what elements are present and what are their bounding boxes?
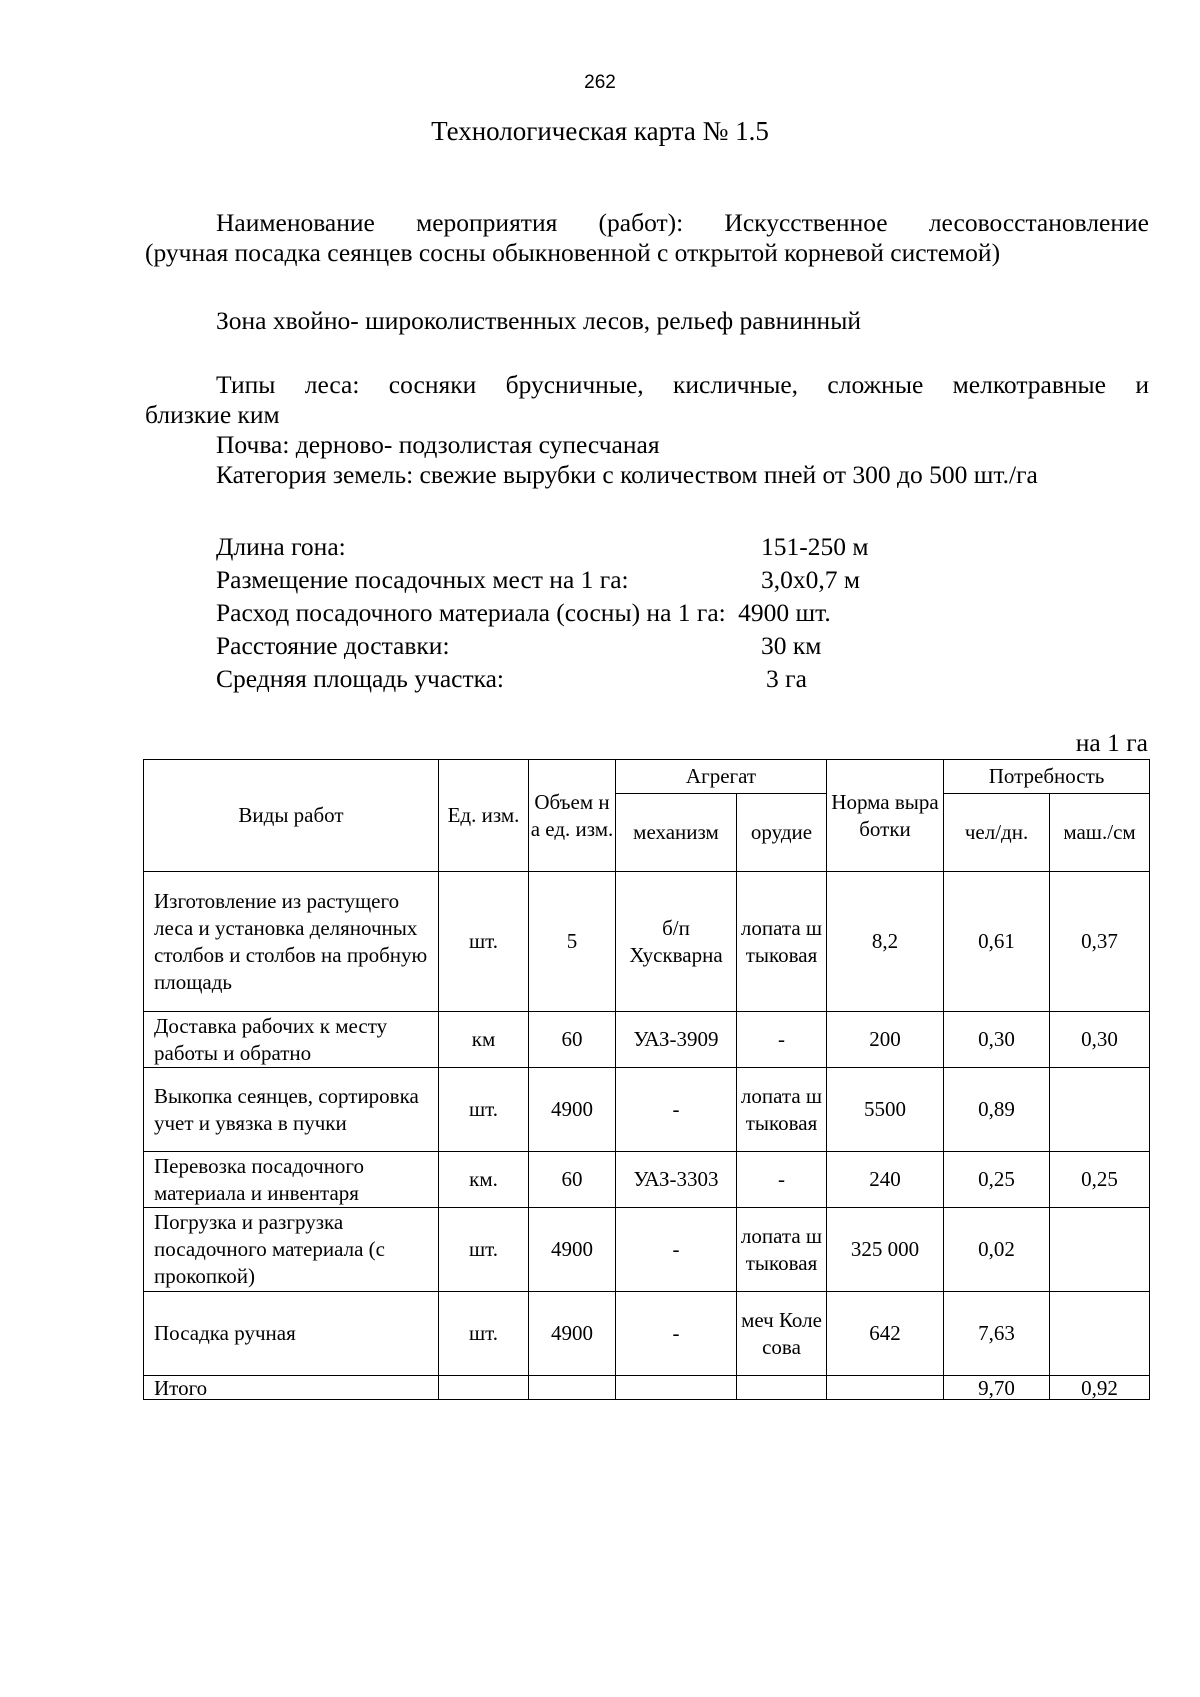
header-tool: орудие	[737, 794, 827, 872]
land-category-text: Категория земель: свежие вырубки с количеством пней от 300 до 500 шт./га	[216, 460, 1038, 489]
activity-line-1: Наименование мероприятия (работ): Искусственное лесовосстановление	[216, 208, 1149, 237]
cell-norm: 200	[827, 1012, 944, 1068]
cell-norm: 325 000	[827, 1208, 944, 1292]
table-row	[144, 1012, 1150, 1068]
cell-volume: 4900	[529, 1068, 616, 1152]
table-row	[144, 1068, 1150, 1152]
param-label: Средняя площадь участка:	[216, 664, 505, 693]
cell-tool: меч Колесова	[737, 1292, 827, 1376]
cell-unit: шт.	[439, 1208, 529, 1292]
header-aggregate: Агрегат	[616, 760, 827, 794]
header-norm: Норма выработки	[827, 760, 944, 872]
param-label: Размещение посадочных мест на 1 га:	[216, 565, 629, 594]
cell-unit: шт.	[439, 872, 529, 1012]
header-machine-shifts: маш./см	[1050, 794, 1150, 872]
cell-man-days: 0,61	[944, 872, 1050, 1012]
empty-cell	[737, 1376, 827, 1400]
param-label: Расстояние доставки:	[216, 631, 450, 660]
total-man-days: 9,70	[944, 1376, 1050, 1400]
param-row	[216, 596, 831, 629]
cell-work: Посадка ручная	[144, 1292, 439, 1376]
cell-machine-shifts: 0,37	[1050, 872, 1150, 1012]
soil-text: Почва: дерново- подзолистая супесчаная	[216, 430, 660, 459]
cell-man-days: 0,02	[944, 1208, 1050, 1292]
cell-tool: -	[737, 1152, 827, 1208]
document-title: Технологическая карта № 1.5	[431, 116, 769, 146]
cell-man-days: 0,30	[944, 1012, 1050, 1068]
cell-norm: 642	[827, 1292, 944, 1376]
param-value: 4900 шт.	[738, 598, 831, 627]
table-row	[144, 1152, 1150, 1208]
param-row	[216, 563, 861, 596]
cell-tool: лопата штыковая	[737, 1068, 827, 1152]
soil-paragraph	[145, 430, 1149, 490]
cell-unit: км	[439, 1012, 529, 1068]
cell-tool: -	[737, 1012, 827, 1068]
cell-mechanism: УАЗ-3303	[616, 1152, 737, 1208]
cell-machine-shifts: 0,25	[1050, 1152, 1150, 1208]
param-label: Расход посадочного материала (сосны) на 1 га:	[216, 598, 726, 627]
forest-types-paragraph	[145, 370, 1149, 430]
cell-unit: км.	[439, 1152, 529, 1208]
cell-man-days: 0,25	[944, 1152, 1050, 1208]
total-label: Итого	[144, 1376, 439, 1400]
header-work-type: Виды работ	[144, 760, 439, 872]
cell-mechanism: -	[616, 1292, 737, 1376]
forest-types-line-1: Типы леса: сосняки брусничные, кисличные, сложные мелкотравные и	[216, 370, 1149, 399]
cell-work: Перевозка посадочного материала и инвентаря	[144, 1152, 439, 1208]
zone-paragraph	[145, 306, 1149, 336]
cell-norm: 240	[827, 1152, 944, 1208]
parameters-list	[216, 530, 869, 695]
cell-volume: 4900	[529, 1208, 616, 1292]
cell-tool: лопата штыковая	[737, 872, 827, 1012]
cell-machine-shifts	[1050, 1068, 1150, 1152]
table-row	[144, 1292, 1150, 1376]
cell-mechanism: -	[616, 1068, 737, 1152]
header-man-days: чел/дн.	[944, 794, 1050, 872]
header-unit: Ед. изм.	[439, 760, 529, 872]
cell-man-days: 0,89	[944, 1068, 1050, 1152]
param-label: Длина гона:	[216, 532, 346, 561]
header-row	[144, 760, 1150, 794]
cell-volume: 60	[529, 1012, 616, 1068]
cell-machine-shifts: 0,30	[1050, 1012, 1150, 1068]
param-value: 151-250 м	[761, 532, 869, 561]
cell-work: Изготовление из растущего леса и установка деляночных столбов и столбов на пробную площадь	[144, 872, 439, 1012]
activity-paragraph	[145, 208, 1149, 268]
total-machine-shifts: 0,92	[1050, 1376, 1150, 1400]
cell-volume: 60	[529, 1152, 616, 1208]
work-table	[143, 759, 1150, 1400]
table-row	[144, 872, 1150, 1012]
cell-mechanism: -	[616, 1208, 737, 1292]
empty-cell	[439, 1376, 529, 1400]
total-row	[144, 1376, 1150, 1400]
cell-unit: шт.	[439, 1292, 529, 1376]
empty-cell	[827, 1376, 944, 1400]
cell-mechanism: б/п Хускварна	[616, 872, 737, 1012]
param-row	[216, 662, 831, 695]
header-need: Потребность	[944, 760, 1150, 794]
cell-norm: 8,2	[827, 872, 944, 1012]
cell-tool: лопата штыковая	[737, 1208, 827, 1292]
page-number: 262	[584, 72, 616, 93]
param-row	[216, 629, 831, 662]
cell-machine-shifts	[1050, 1292, 1150, 1376]
cell-man-days: 7,63	[944, 1292, 1050, 1376]
cell-unit: шт.	[439, 1068, 529, 1152]
empty-cell	[529, 1376, 616, 1400]
header-mechanism: механизм	[616, 794, 737, 872]
cell-norm: 5500	[827, 1068, 944, 1152]
param-row	[216, 530, 869, 563]
cell-machine-shifts	[1050, 1208, 1150, 1292]
cell-work: Погрузка и разгрузка посадочного материала (с прокопкой)	[144, 1208, 439, 1292]
cell-volume: 4900	[529, 1292, 616, 1376]
activity-line-2: (ручная посадка сеянцев сосны обыкновенной с открытой корневой системой)	[145, 238, 1001, 267]
unit-note: на 1 га	[1075, 728, 1148, 757]
empty-cell	[616, 1376, 737, 1400]
param-value: 30 км	[761, 631, 822, 660]
cell-work: Доставка рабочих к месту работы и обратно	[144, 1012, 439, 1068]
zone-text: Зона хвойно- широколиственных лесов, рельеф равнинный	[216, 306, 861, 335]
cell-work: Выкопка сеянцев, сортировка учет и увязка в пучки	[144, 1068, 439, 1152]
table-row	[144, 1208, 1150, 1292]
cell-volume: 5	[529, 872, 616, 1012]
header-volume: Объем на ед. изм.	[529, 760, 616, 872]
param-value: 3,0х0,7 м	[761, 565, 861, 594]
cell-mechanism: УАЗ-3909	[616, 1012, 737, 1068]
forest-types-line-2: близкие ким	[145, 400, 280, 429]
param-value: 3 га	[766, 664, 807, 693]
